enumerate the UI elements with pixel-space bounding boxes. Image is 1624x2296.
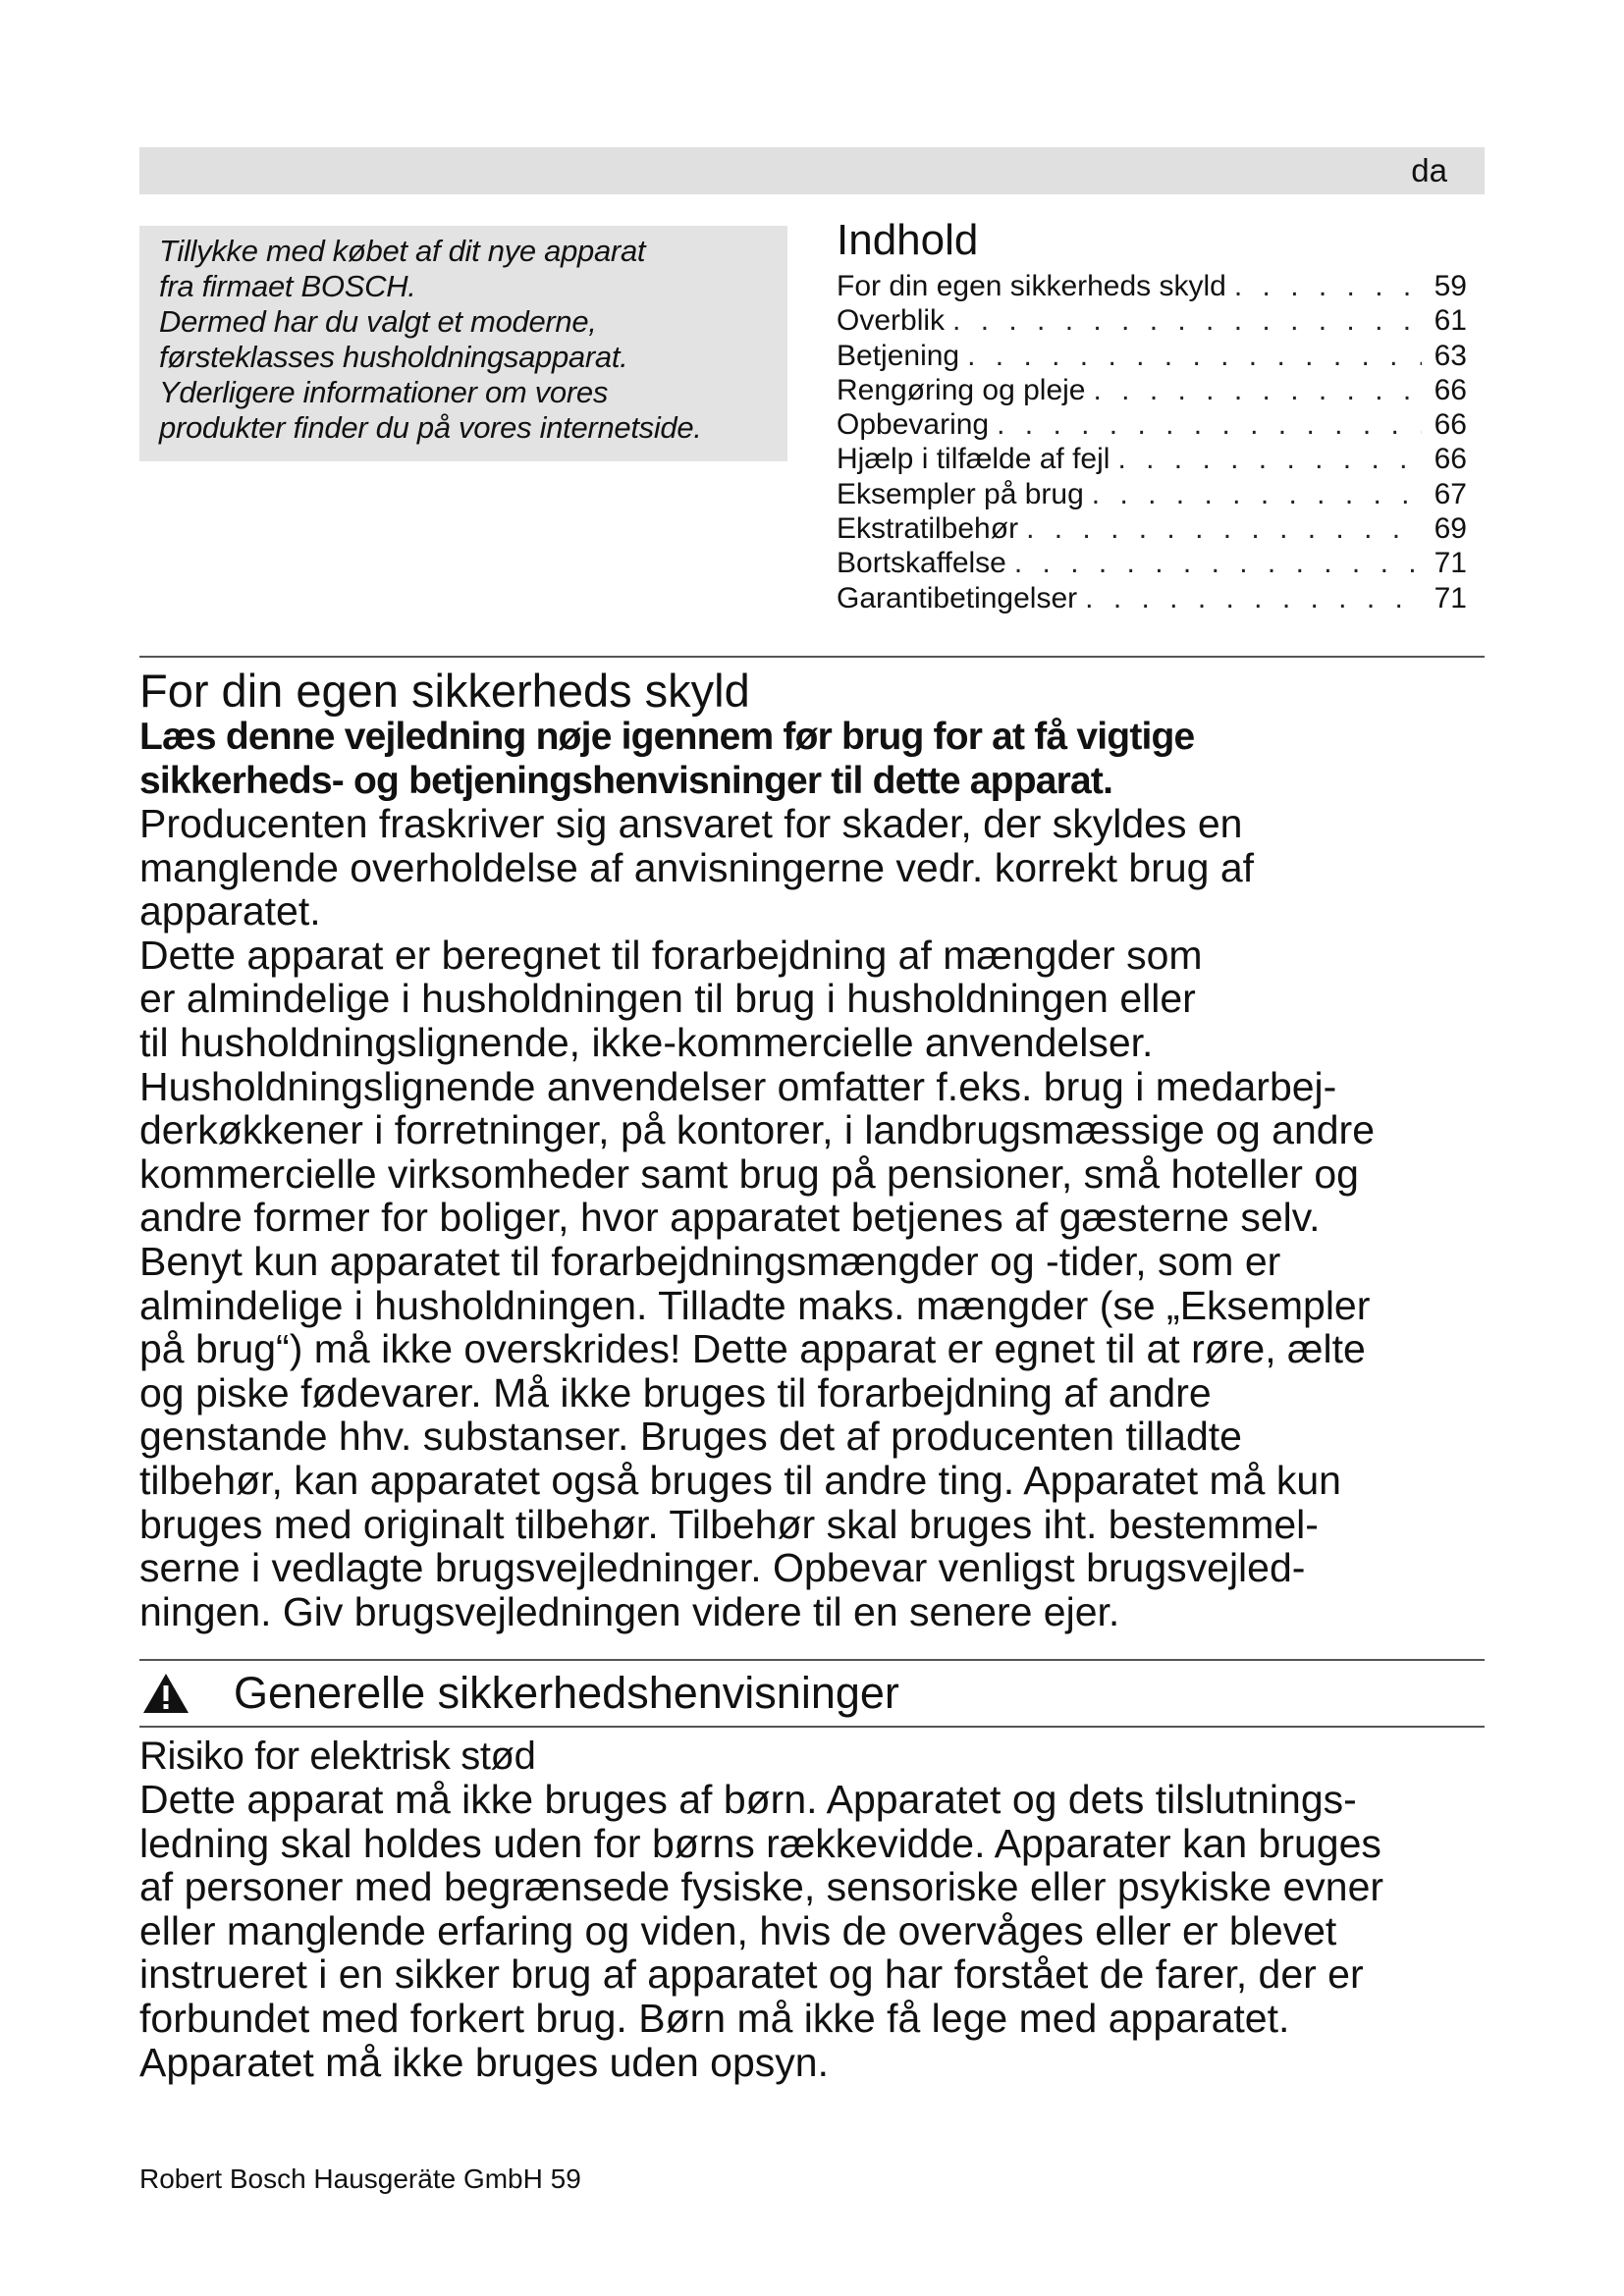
toc-entry[interactable]: [837, 269, 1467, 303]
toc-entry-label: For din egen sikkerheds skyld: [837, 270, 1226, 302]
section-divider: [139, 656, 1485, 658]
paragraph-line: serne i vedlagte brugsvejledninger. Opbevar venligst brugsvejled-: [139, 1545, 1306, 1591]
toc-leader-dots: [1026, 511, 1422, 546]
toc-entry-label: Eksempler på brug: [837, 477, 1084, 510]
toc-entry[interactable]: [837, 339, 1467, 373]
toc-entry-page: 67: [1434, 477, 1467, 510]
toc-entry[interactable]: [837, 442, 1467, 476]
safety-lead-line: Læs denne vejledning nøje igennem før brug for at få vigtige: [139, 716, 1195, 758]
toc-entry-label: Betjening: [837, 339, 960, 372]
paragraph-line: almindelige i husholdningen. Tilladte maks. mængder (se „Eksempler: [139, 1282, 1371, 1328]
toc-entry-label: Opbevaring: [837, 408, 990, 442]
toc-entry-page: 71: [1434, 581, 1467, 614]
intro-line: Yderligere informationer om vores: [159, 375, 609, 409]
paragraph-line: Husholdningslignende anvendelser omfatter f.eks. brug i medarbej-: [139, 1063, 1337, 1109]
safety-section-title: For din egen sikkerheds skyld: [139, 665, 750, 717]
paragraph-line: Apparatet må ikke bruges uden opsyn.: [139, 2039, 829, 2085]
paragraph-line: er almindelige i husholdningen til brug i husholdningen eller: [139, 976, 1196, 1022]
paragraph-line: derkøkkener i forretninger, på kontorer, i landbrugsmæssige og andre: [139, 1107, 1376, 1153]
paragraph-line: forbundet med forkert brug. Børn må ikke få lege med apparatet.: [139, 1995, 1290, 2041]
toc-leader-dots: [1094, 373, 1423, 407]
paragraph-line: genstande hhv. substanser. Bruges det af producenten tilladte: [139, 1414, 1242, 1460]
paragraph-line: apparatet.: [139, 888, 321, 934]
toc-leader-dots: [1085, 581, 1422, 615]
toc-title: Indhold: [837, 216, 979, 264]
page-footer: Robert Bosch Hausgeräte GmbH 59: [139, 2163, 581, 2194]
electric-shock-subtitle: Risiko for elektrisk stød: [139, 1735, 536, 1778]
toc-leader-dots: [1234, 269, 1422, 303]
toc-entry-page: 66: [1434, 443, 1467, 476]
intro-line: Tillykke med købet af dit nye apparat: [159, 234, 646, 268]
intro-line: fra firmaet BOSCH.: [159, 269, 416, 303]
toc-entry-page: 59: [1434, 270, 1467, 302]
paragraph-line: på brug“) må ikke overskrides! Dette apparat er egnet til at røre, ælte: [139, 1326, 1366, 1372]
toc-entry-page: 61: [1434, 304, 1467, 338]
paragraph-line: eller manglende erfaring og viden, hvis de overvåges eller er blevet: [139, 1907, 1337, 1953]
paragraph-line: Dette apparat må ikke bruges af børn. Apparatet og dets tilslutnings-: [139, 1777, 1357, 1822]
safety-body: [139, 802, 1494, 1633]
table-of-contents: [837, 214, 1467, 615]
paragraph-line: bruges med originalt tilbehør. Tilbehør skal bruges iht. bestemmel-: [139, 1501, 1319, 1547]
language-bar: [139, 147, 1485, 194]
toc-entry[interactable]: [837, 303, 1467, 338]
toc-entry-page: 66: [1434, 373, 1467, 406]
general-safety-body: [139, 1778, 1494, 2084]
toc-entry[interactable]: [837, 511, 1467, 546]
intro-line: produkter finder du på vores internetside.: [159, 410, 702, 445]
toc-entry-label: Ekstratilbehør: [837, 512, 1019, 546]
general-safety-title: Generelle sikkerhedshenvisninger: [234, 1668, 899, 1718]
toc-entry-page: 63: [1434, 339, 1467, 372]
paragraph-line: Benyt kun apparatet til forarbejdningsmængder og -tider, som er: [139, 1238, 1281, 1284]
toc-entry-label: Hjælp i tilfælde af fejl: [837, 443, 1110, 476]
paragraph-line: andre former for boliger, hvor apparatet betjenes af gæsterne selv.: [139, 1195, 1321, 1241]
toc-entry-page: 69: [1434, 512, 1467, 546]
paragraph-line: og piske fødevarer. Må ikke bruges til forarbejdning af andre: [139, 1369, 1212, 1415]
section-divider: [139, 1659, 1485, 1661]
toc-entry-page: 66: [1434, 408, 1467, 442]
paragraph-line: kommercielle virksomheder samt brug på pensioner, små hoteller og: [139, 1150, 1359, 1197]
safety-lead-line: sikkerheds- og betjeningshenvisninger til dette apparat.: [139, 760, 1113, 802]
intro-line: førsteklasses husholdningsapparat.: [159, 340, 628, 374]
toc-leader-dots: [952, 303, 1422, 338]
paragraph-line: tilbehør, kan apparatet også bruges til andre ting. Apparatet må kun: [139, 1457, 1341, 1503]
paragraph-line: manglende overholdelse af anvisningerne vedr. korrekt brug af: [139, 844, 1255, 890]
toc-entry-label: Overblik: [837, 304, 946, 338]
toc-entry[interactable]: [837, 477, 1467, 511]
intro-box: [139, 226, 787, 461]
toc-leader-dots: [967, 339, 1422, 373]
general-safety-heading: [139, 1666, 899, 1721]
safety-lead: [139, 715, 1494, 803]
toc-entry-page: 71: [1434, 547, 1467, 580]
toc-leader-dots: [1014, 546, 1422, 580]
toc-entry[interactable]: [837, 581, 1467, 615]
paragraph-line: til husholdningslignende, ikke-kommercielle anvendelser.: [139, 1019, 1154, 1065]
paragraph-line: instrueret i en sikker brug af apparatet og har forstået de farer, der er: [139, 1951, 1364, 1998]
toc-leader-dots: [1092, 477, 1422, 511]
toc-entry-label: Rengøring og pleje: [837, 373, 1086, 406]
warning-triangle-icon: [141, 1672, 190, 1715]
toc-entry[interactable]: [837, 373, 1467, 407]
section-divider: [139, 1726, 1485, 1728]
paragraph-line: ledning skal holdes uden for børns rækkevidde. Apparater kan bruges: [139, 1820, 1381, 1866]
toc-leader-dots: [997, 407, 1422, 442]
toc-entry[interactable]: [837, 407, 1467, 442]
toc-leader-dots: [1117, 442, 1422, 476]
intro-line: Dermed har du valgt et moderne,: [159, 304, 597, 339]
paragraph-line: af personer med begrænsede fysiske, sensoriske eller psykiske evner: [139, 1864, 1384, 1910]
paragraph-line: Dette apparat er beregnet til forarbejdning af mængder som: [139, 932, 1203, 978]
toc-entry-label: Garantibetingelser: [837, 581, 1078, 614]
paragraph-line: ningen. Giv brugsvejledningen videre til en senere ejer.: [139, 1588, 1120, 1634]
language-code: da: [1411, 152, 1447, 188]
toc-entry-label: Bortskaffelse: [837, 547, 1006, 580]
paragraph-line: Producenten fraskriver sig ansvaret for skader, der skyldes en: [139, 801, 1243, 846]
toc-entry[interactable]: [837, 546, 1467, 580]
